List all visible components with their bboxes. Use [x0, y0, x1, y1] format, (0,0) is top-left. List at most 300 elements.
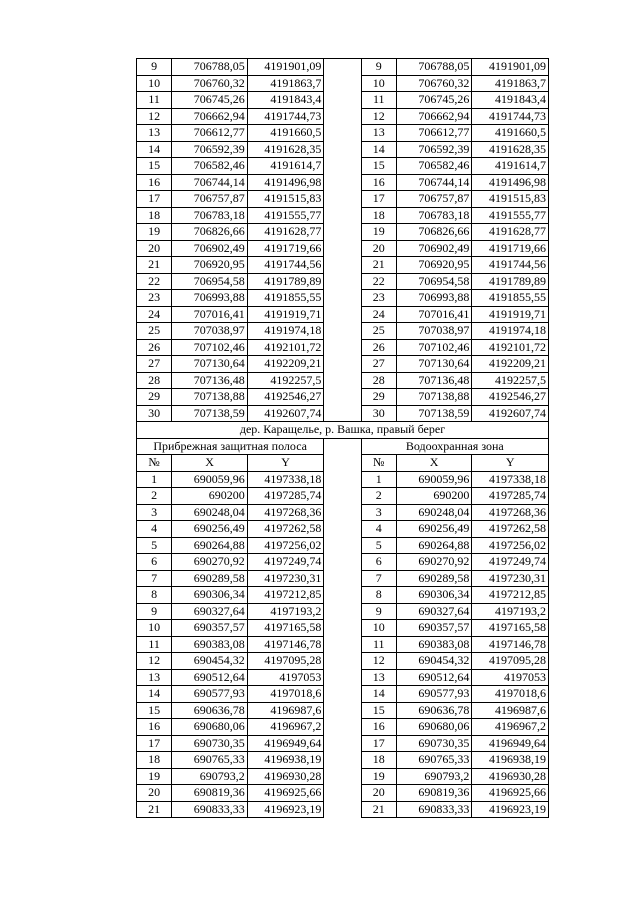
- left-point-number: 18: [137, 752, 172, 769]
- right-y-coordinate: 4196949,64: [472, 735, 549, 752]
- right-y-coordinate: 4191719,66: [472, 240, 549, 257]
- left-point-number: 3: [137, 504, 172, 521]
- left-point-number: 16: [137, 719, 172, 736]
- column-header-row: [137, 455, 549, 472]
- right-y-coordinate: 4196930,28: [472, 768, 549, 785]
- right-x-coordinate: 706993,88: [396, 290, 472, 307]
- left-y-coordinate: 4197212,85: [247, 587, 324, 604]
- table-row: [137, 537, 549, 554]
- left-y-coordinate: 4196925,66: [247, 785, 324, 802]
- left-x-coordinate: 707102,46: [172, 339, 248, 356]
- right-header-x: X: [396, 455, 472, 472]
- right-x-coordinate: 690289,58: [396, 570, 472, 587]
- table-gap: [324, 356, 361, 373]
- right-y-coordinate: 4192546,27: [472, 389, 549, 406]
- right-x-coordinate: 707038,97: [396, 323, 472, 340]
- table-gap: [324, 570, 361, 587]
- right-point-number: 23: [361, 290, 396, 307]
- right-x-coordinate: 707138,88: [396, 389, 472, 406]
- right-x-coordinate: 706902,49: [396, 240, 472, 257]
- left-y-coordinate: 4197053: [247, 669, 324, 686]
- right-x-coordinate: 690264,88: [396, 537, 472, 554]
- right-point-number: 29: [361, 389, 396, 406]
- left-point-number: 6: [137, 554, 172, 571]
- left-x-coordinate: 690833,33: [172, 801, 248, 818]
- right-y-coordinate: 4197249,74: [472, 554, 549, 571]
- right-y-coordinate: 4191789,89: [472, 273, 549, 290]
- right-y-coordinate: 4191515,83: [472, 191, 549, 208]
- right-x-coordinate: 707130,64: [396, 356, 472, 373]
- left-x-coordinate: 706783,18: [172, 207, 248, 224]
- table-row: [137, 735, 549, 752]
- right-x-coordinate: 707102,46: [396, 339, 472, 356]
- right-header-no: №: [361, 455, 396, 472]
- right-x-coordinate: 690327,64: [396, 603, 472, 620]
- right-x-coordinate: 707136,48: [396, 372, 472, 389]
- table-gap: [324, 488, 361, 505]
- right-point-number: 27: [361, 356, 396, 373]
- table-gap: [324, 108, 361, 125]
- table-gap: [324, 603, 361, 620]
- left-x-coordinate: 706788,05: [172, 59, 248, 76]
- left-x-coordinate: 690327,64: [172, 603, 248, 620]
- right-x-coordinate: 690248,04: [396, 504, 472, 521]
- left-point-number: 2: [137, 488, 172, 505]
- right-point-number: 2: [361, 488, 396, 505]
- right-x-coordinate: 706783,18: [396, 207, 472, 224]
- table-body-upper: [137, 59, 549, 422]
- right-y-coordinate: 4196923,19: [472, 801, 549, 818]
- table-gap: [324, 174, 361, 191]
- table-row: [137, 504, 549, 521]
- table-row: [137, 554, 549, 571]
- left-x-coordinate: 706902,49: [172, 240, 248, 257]
- left-x-coordinate: 690248,04: [172, 504, 248, 521]
- left-x-coordinate: 706612,77: [172, 125, 248, 142]
- left-point-number: 19: [137, 224, 172, 241]
- left-x-coordinate: 690793,2: [172, 768, 248, 785]
- right-x-coordinate: 706788,05: [396, 59, 472, 76]
- right-point-number: 17: [361, 191, 396, 208]
- left-x-coordinate: 690264,88: [172, 537, 248, 554]
- table-gap: [324, 405, 361, 422]
- table-gap: [324, 389, 361, 406]
- right-point-number: 13: [361, 669, 396, 686]
- table-row: [137, 306, 549, 323]
- left-y-coordinate: 4197268,36: [247, 504, 324, 521]
- right-point-number: 7: [361, 570, 396, 587]
- right-x-coordinate: 706920,95: [396, 257, 472, 274]
- right-y-coordinate: 4196938,19: [472, 752, 549, 769]
- left-y-coordinate: 4191614,7: [247, 158, 324, 175]
- right-point-number: 14: [361, 141, 396, 158]
- table-gap: [324, 653, 361, 670]
- table-section-header: [137, 422, 549, 472]
- left-point-number: 7: [137, 570, 172, 587]
- left-header-x: X: [172, 455, 248, 472]
- right-point-number: 20: [361, 240, 396, 257]
- left-y-coordinate: 4192546,27: [247, 389, 324, 406]
- left-point-number: 24: [137, 306, 172, 323]
- left-y-coordinate: 4191919,71: [247, 306, 324, 323]
- left-y-coordinate: 4191744,73: [247, 108, 324, 125]
- left-y-coordinate: 4196949,64: [247, 735, 324, 752]
- left-x-coordinate: 690357,57: [172, 620, 248, 637]
- left-y-coordinate: 4197193,2: [247, 603, 324, 620]
- table-row: [137, 801, 549, 818]
- table-gap: [324, 92, 361, 109]
- table-gap: [324, 323, 361, 340]
- table-row: [137, 636, 549, 653]
- right-point-number: 1: [361, 471, 396, 488]
- right-header-y: Y: [472, 455, 549, 472]
- table-gap: [324, 504, 361, 521]
- left-y-coordinate: 4196923,19: [247, 801, 324, 818]
- left-x-coordinate: 706920,95: [172, 257, 248, 274]
- table-gap: [324, 471, 361, 488]
- right-point-number: 12: [361, 653, 396, 670]
- right-x-coordinate: 690383,08: [396, 636, 472, 653]
- left-y-coordinate: 4191863,7: [247, 75, 324, 92]
- right-y-coordinate: 4192257,5: [472, 372, 549, 389]
- table-row: [137, 339, 549, 356]
- right-point-number: 18: [361, 207, 396, 224]
- right-y-coordinate: 4191660,5: [472, 125, 549, 142]
- table-row: [137, 240, 549, 257]
- table-row: [137, 59, 549, 76]
- left-x-coordinate: 690512,64: [172, 669, 248, 686]
- left-y-coordinate: 4191744,56: [247, 257, 324, 274]
- table-gap: [324, 290, 361, 307]
- right-x-coordinate: 706745,26: [396, 92, 472, 109]
- right-x-coordinate: 706826,66: [396, 224, 472, 241]
- table-gap: [324, 702, 361, 719]
- right-point-number: 12: [361, 108, 396, 125]
- left-point-number: 5: [137, 537, 172, 554]
- left-y-coordinate: 4191628,77: [247, 224, 324, 241]
- left-x-coordinate: 690680,06: [172, 719, 248, 736]
- left-x-coordinate: 690200: [172, 488, 248, 505]
- right-x-coordinate: 706757,87: [396, 191, 472, 208]
- left-point-number: 20: [137, 240, 172, 257]
- left-y-coordinate: 4191843,4: [247, 92, 324, 109]
- left-point-number: 21: [137, 801, 172, 818]
- table-gap: [324, 686, 361, 703]
- right-point-number: 3: [361, 504, 396, 521]
- left-point-number: 11: [137, 636, 172, 653]
- table-gap: [324, 768, 361, 785]
- right-x-coordinate: 690200: [396, 488, 472, 505]
- left-point-number: 8: [137, 587, 172, 604]
- table-gap: [324, 372, 361, 389]
- table-row: [137, 488, 549, 505]
- left-point-number: 27: [137, 356, 172, 373]
- table-row: [137, 290, 549, 307]
- right-x-coordinate: 706662,94: [396, 108, 472, 125]
- table-row: [137, 191, 549, 208]
- table-body-lower: [137, 471, 549, 818]
- left-point-number: 17: [137, 191, 172, 208]
- left-point-number: 21: [137, 257, 172, 274]
- left-point-number: 28: [137, 372, 172, 389]
- right-x-coordinate: 690833,33: [396, 801, 472, 818]
- right-y-coordinate: 4191863,7: [472, 75, 549, 92]
- table-row: [137, 471, 549, 488]
- right-point-number: 17: [361, 735, 396, 752]
- table-gap: [324, 521, 361, 538]
- table-gap: [324, 438, 361, 455]
- left-y-coordinate: 4191555,77: [247, 207, 324, 224]
- left-x-coordinate: 706993,88: [172, 290, 248, 307]
- right-x-coordinate: 690819,36: [396, 785, 472, 802]
- table-row: [137, 174, 549, 191]
- left-y-coordinate: 4192257,5: [247, 372, 324, 389]
- left-x-coordinate: 690454,32: [172, 653, 248, 670]
- left-point-number: 20: [137, 785, 172, 802]
- table-row: [137, 785, 549, 802]
- table-row: [137, 356, 549, 373]
- table-row: [137, 389, 549, 406]
- right-y-coordinate: 4196987,6: [472, 702, 549, 719]
- left-x-coordinate: 707038,97: [172, 323, 248, 340]
- left-point-number: 12: [137, 108, 172, 125]
- table-gap: [324, 75, 361, 92]
- left-x-coordinate: 690577,93: [172, 686, 248, 703]
- table-gap: [324, 735, 361, 752]
- left-x-coordinate: 690636,78: [172, 702, 248, 719]
- table-gap: [324, 306, 361, 323]
- table-row: [137, 141, 549, 158]
- right-point-number: 10: [361, 620, 396, 637]
- left-point-number: 15: [137, 702, 172, 719]
- right-y-coordinate: 4191855,55: [472, 290, 549, 307]
- left-y-coordinate: 4197249,74: [247, 554, 324, 571]
- right-y-coordinate: 4197053: [472, 669, 549, 686]
- left-y-coordinate: 4191974,18: [247, 323, 324, 340]
- left-x-coordinate: 707138,88: [172, 389, 248, 406]
- left-point-number: 26: [137, 339, 172, 356]
- right-x-coordinate: 690793,2: [396, 768, 472, 785]
- table-gap: [324, 257, 361, 274]
- left-y-coordinate: 4191515,83: [247, 191, 324, 208]
- table-gap: [324, 554, 361, 571]
- left-x-coordinate: 690256,49: [172, 521, 248, 538]
- left-y-coordinate: 4191719,66: [247, 240, 324, 257]
- right-point-number: 13: [361, 125, 396, 142]
- right-x-coordinate: 706954,58: [396, 273, 472, 290]
- right-x-coordinate: 707138,59: [396, 405, 472, 422]
- left-x-coordinate: 707016,41: [172, 306, 248, 323]
- left-y-coordinate: 4191789,89: [247, 273, 324, 290]
- left-point-number: 13: [137, 125, 172, 142]
- left-x-coordinate: 690383,08: [172, 636, 248, 653]
- left-y-coordinate: 4197285,74: [247, 488, 324, 505]
- left-point-number: 22: [137, 273, 172, 290]
- right-y-coordinate: 4191628,77: [472, 224, 549, 241]
- left-x-coordinate: 706745,26: [172, 92, 248, 109]
- right-x-coordinate: 706592,39: [396, 141, 472, 158]
- left-x-coordinate: 706582,46: [172, 158, 248, 175]
- right-point-number: 22: [361, 273, 396, 290]
- left-x-coordinate: 690059,96: [172, 471, 248, 488]
- right-y-coordinate: 4191919,71: [472, 306, 549, 323]
- table-row: [137, 273, 549, 290]
- table-gap: [324, 125, 361, 142]
- table-gap: [324, 752, 361, 769]
- left-y-coordinate: 4197338,18: [247, 471, 324, 488]
- right-point-number: 15: [361, 702, 396, 719]
- right-point-number: 15: [361, 158, 396, 175]
- right-y-coordinate: 4197338,18: [472, 471, 549, 488]
- left-header-y: Y: [247, 455, 324, 472]
- right-point-number: 8: [361, 587, 396, 604]
- right-point-number: 4: [361, 521, 396, 538]
- right-y-coordinate: 4197256,02: [472, 537, 549, 554]
- coordinates-document: [136, 58, 549, 818]
- left-point-number: 12: [137, 653, 172, 670]
- left-point-number: 1: [137, 471, 172, 488]
- left-x-coordinate: 706744,14: [172, 174, 248, 191]
- right-point-number: 20: [361, 785, 396, 802]
- table-row: [137, 702, 549, 719]
- left-y-coordinate: 4196987,6: [247, 702, 324, 719]
- section-title-row: [137, 438, 549, 455]
- left-point-number: 11: [137, 92, 172, 109]
- right-x-coordinate: 706744,14: [396, 174, 472, 191]
- table-row: [137, 323, 549, 340]
- right-y-coordinate: 4191744,56: [472, 257, 549, 274]
- left-point-number: 23: [137, 290, 172, 307]
- right-y-coordinate: 4196925,66: [472, 785, 549, 802]
- table-row: [137, 768, 549, 785]
- right-point-number: 21: [361, 257, 396, 274]
- table-gap: [324, 141, 361, 158]
- left-x-coordinate: 707136,48: [172, 372, 248, 389]
- table-row: [137, 603, 549, 620]
- right-point-number: 21: [361, 801, 396, 818]
- left-x-coordinate: 690819,36: [172, 785, 248, 802]
- table-row: [137, 719, 549, 736]
- table-gap: [324, 537, 361, 554]
- right-point-number: 11: [361, 636, 396, 653]
- table-gap: [324, 240, 361, 257]
- left-y-coordinate: 4191496,98: [247, 174, 324, 191]
- right-point-number: 11: [361, 92, 396, 109]
- table-row: [137, 686, 549, 703]
- table-row: [137, 653, 549, 670]
- table-row: [137, 108, 549, 125]
- right-section-title: Водоохранная зона: [361, 438, 548, 455]
- left-point-number: 29: [137, 389, 172, 406]
- right-y-coordinate: 4191901,09: [472, 59, 549, 76]
- left-y-coordinate: 4192101,72: [247, 339, 324, 356]
- left-point-number: 25: [137, 323, 172, 340]
- right-point-number: 19: [361, 768, 396, 785]
- right-y-coordinate: 4191744,73: [472, 108, 549, 125]
- right-x-coordinate: 690765,33: [396, 752, 472, 769]
- table-row: [137, 752, 549, 769]
- left-point-number: 13: [137, 669, 172, 686]
- right-point-number: 9: [361, 603, 396, 620]
- left-point-number: 9: [137, 603, 172, 620]
- table-row: [137, 405, 549, 422]
- table-gap: [324, 785, 361, 802]
- left-y-coordinate: 4191628,35: [247, 141, 324, 158]
- table-row: [137, 669, 549, 686]
- table-gap: [324, 587, 361, 604]
- table-row: [137, 207, 549, 224]
- right-x-coordinate: 707016,41: [396, 306, 472, 323]
- left-y-coordinate: 4191660,5: [247, 125, 324, 142]
- right-y-coordinate: 4196967,2: [472, 719, 549, 736]
- table-row: [137, 125, 549, 142]
- left-point-number: 14: [137, 141, 172, 158]
- right-point-number: 14: [361, 686, 396, 703]
- right-point-number: 10: [361, 75, 396, 92]
- right-x-coordinate: 706582,46: [396, 158, 472, 175]
- left-y-coordinate: 4197165,58: [247, 620, 324, 637]
- left-x-coordinate: 706760,32: [172, 75, 248, 92]
- table-row: [137, 75, 549, 92]
- right-y-coordinate: 4192209,21: [472, 356, 549, 373]
- table-row: [137, 620, 549, 637]
- table-row: [137, 158, 549, 175]
- right-point-number: 5: [361, 537, 396, 554]
- table-gap: [324, 224, 361, 241]
- right-y-coordinate: 4191843,4: [472, 92, 549, 109]
- table-row: [137, 92, 549, 109]
- right-point-number: 9: [361, 59, 396, 76]
- left-x-coordinate: 690765,33: [172, 752, 248, 769]
- right-y-coordinate: 4197165,58: [472, 620, 549, 637]
- right-x-coordinate: 690059,96: [396, 471, 472, 488]
- right-x-coordinate: 690306,34: [396, 587, 472, 604]
- left-x-coordinate: 690730,35: [172, 735, 248, 752]
- left-y-coordinate: 4197095,28: [247, 653, 324, 670]
- right-y-coordinate: 4197285,74: [472, 488, 549, 505]
- left-point-number: 18: [137, 207, 172, 224]
- right-y-coordinate: 4191555,77: [472, 207, 549, 224]
- left-y-coordinate: 4196938,19: [247, 752, 324, 769]
- table-gap: [324, 207, 361, 224]
- table-gap: [324, 273, 361, 290]
- left-point-number: 19: [137, 768, 172, 785]
- table-row: [137, 257, 549, 274]
- left-x-coordinate: 706592,39: [172, 141, 248, 158]
- right-x-coordinate: 706760,32: [396, 75, 472, 92]
- right-x-coordinate: 690270,92: [396, 554, 472, 571]
- table-row: [137, 224, 549, 241]
- table-gap: [324, 339, 361, 356]
- table-row: [137, 587, 549, 604]
- right-y-coordinate: 4191496,98: [472, 174, 549, 191]
- right-x-coordinate: 690512,64: [396, 669, 472, 686]
- right-x-coordinate: 690357,57: [396, 620, 472, 637]
- right-point-number: 6: [361, 554, 396, 571]
- table-gap: [324, 669, 361, 686]
- left-x-coordinate: 706662,94: [172, 108, 248, 125]
- left-y-coordinate: 4191901,09: [247, 59, 324, 76]
- coordinates-table: [136, 58, 549, 818]
- left-x-coordinate: 690289,58: [172, 570, 248, 587]
- right-point-number: 16: [361, 719, 396, 736]
- right-y-coordinate: 4192607,74: [472, 405, 549, 422]
- right-point-number: 25: [361, 323, 396, 340]
- right-y-coordinate: 4192101,72: [472, 339, 549, 356]
- left-x-coordinate: 706826,66: [172, 224, 248, 241]
- left-y-coordinate: 4192209,21: [247, 356, 324, 373]
- table-gap: [324, 59, 361, 76]
